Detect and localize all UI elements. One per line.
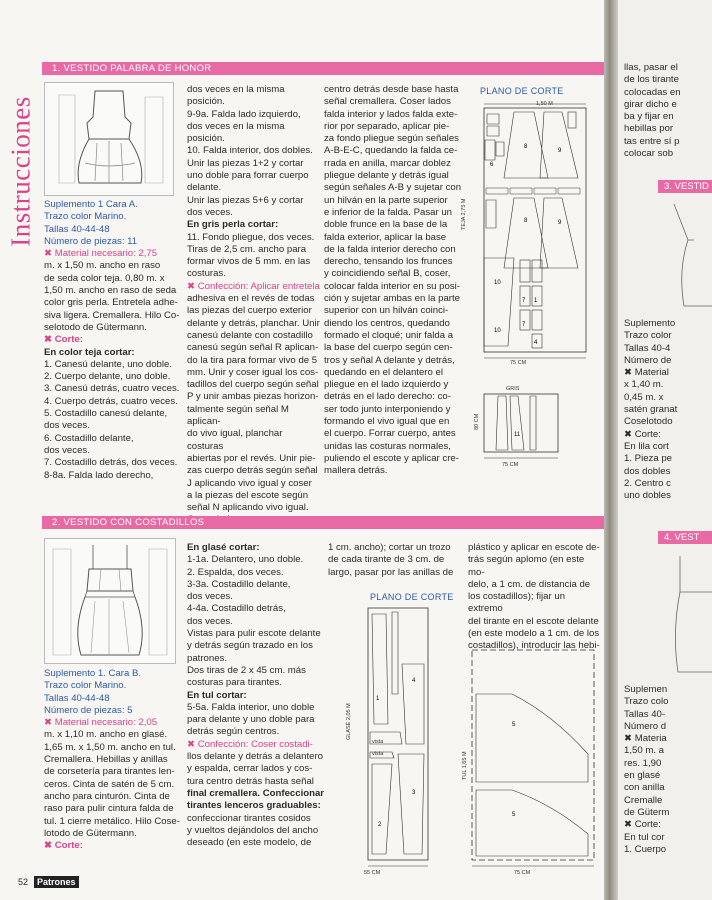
text-line: ción y sujetar ambas en la parte [324, 293, 460, 305]
text-line: 1 cm. ancho); cortar un trozo [328, 542, 451, 553]
text-line: ser todo junto interponiendo y [324, 403, 451, 415]
text-line: m. x 1,10 m. ancho en glasé. [44, 729, 168, 741]
plan1-width-label: 1,50 M [536, 101, 553, 107]
text-line: Tallas 40-4 [624, 342, 671, 354]
text-line: de los tirante [624, 74, 679, 86]
text-line: Cremallera. Hebillas y anillas [44, 754, 168, 766]
text-line: En color teja cortar: [44, 346, 135, 358]
text-line: raso para pulir cintura falda de [44, 803, 174, 815]
text-line: uno dobles [624, 490, 671, 502]
text-line: P y unir ambas piezas horizon- [187, 391, 319, 403]
vista-label-1: vista [372, 739, 384, 745]
dress2-sketch [44, 538, 176, 664]
glase-length-label: GLASÉ 2,05 M [346, 703, 352, 740]
text-line: unidas las costuras normales, [324, 440, 451, 452]
vista-label-2: vista [372, 751, 384, 757]
text-line: Coselotodo [624, 416, 673, 428]
plan1-piece-7: 7 [522, 298, 526, 304]
brand-logo: Patrones [34, 876, 79, 888]
text-line: de corsetería para tirantes len- [44, 766, 175, 778]
text-line: delante. [187, 182, 222, 194]
text-line: costuras. [187, 268, 226, 280]
right-mid-text [624, 318, 677, 502]
text-line: señal N aplicando vivo igual. [187, 502, 309, 514]
plan1-piece-10b: 10 [494, 328, 501, 334]
text-line: tul. 1 cierre metálico. Hilo Cose- [44, 815, 180, 827]
text-line: detrás según centros. [187, 726, 280, 738]
text-line: 1,50 m. ancho en raso de seda [44, 285, 177, 297]
text-line: ceros. Cinta de satén de 5 cm. [44, 778, 175, 790]
text-line: tadillos del cuerpo según señal [187, 379, 319, 391]
text-line: Número de [624, 354, 672, 366]
text-line: En lila cort [624, 440, 669, 452]
right-bottom-text [624, 684, 669, 856]
text-line: tas entre sí p [624, 135, 680, 147]
text-line: siva ligera. Cremallera. Hilo Co- [44, 309, 180, 321]
text-line: 8-8a. Falda lado derecho, [44, 469, 154, 481]
text-line: rrada en anilla, marcar doblez [324, 157, 451, 169]
text-line: En tul cor [624, 831, 665, 843]
text-line: la base del cuerpo según cen- [324, 342, 453, 354]
text-line: falda interior y lados falda exte- [324, 108, 458, 120]
plan2-piece-4: 4 [412, 678, 416, 684]
text-line: rior por separado, aplicar pie- [324, 120, 450, 132]
text-line: do vivo igual, planchar costuras [187, 428, 283, 452]
text-line: costuras para tirantes. [187, 677, 282, 689]
right-top-text [624, 62, 681, 160]
text-line: canesú según señal R aplican- [187, 342, 319, 354]
text-line: pliegue delante y detrás igual [324, 170, 449, 182]
text-line: 4. Cuerpo detrás, cuatro veces. [44, 395, 178, 407]
section1-col1 [44, 199, 184, 482]
text-line: dos dobles [624, 465, 671, 477]
text-line: deseado (en este modelo, de [187, 837, 312, 849]
text-line: za fondo pliegue según señales [324, 133, 459, 145]
text-line: Trazo colo [624, 696, 669, 708]
right-dress3-sketch [664, 200, 712, 310]
text-line: formando el vivo igual que en [324, 416, 450, 428]
text-line: derecho, tensando los frunces [324, 256, 453, 268]
text-line: canesú delante con costadillo [187, 329, 313, 341]
text-line: ba y fijar en [624, 111, 674, 123]
text-line: do la tira para formar vivo de 5 [187, 354, 318, 366]
side-title: Instrucciones [5, 96, 36, 247]
text-line: 1. Canesú delante, uno doble. [44, 358, 173, 370]
text-line: A-B-E-C, quedando la falda ce- [324, 145, 458, 157]
section1-col2 [187, 84, 321, 527]
text-line: 7. Costadillo detrás, dos veces. [44, 457, 178, 469]
text-line: según señales A-B y sujetar con [324, 182, 462, 194]
text-line: pliegue en el lado izquierdo y [324, 379, 449, 391]
plan1-piece-8b: 8 [524, 218, 528, 224]
text-line: Trazo color Marino. [44, 211, 127, 223]
text-line: detrás en el lado derecho: co- [324, 391, 451, 403]
text-line: de cada tirante de 3 cm. de [328, 554, 445, 566]
text-line: final cremallera. Confeccionar [187, 787, 325, 799]
plan1-bottom-label: 75 CM [510, 360, 527, 366]
text-line: Unir las piezas 1+2 y cortar [187, 157, 304, 169]
gris-bottom-label: 75 CM [502, 462, 519, 468]
text-line: 9-9a. Falda lado izquierdo, [187, 108, 301, 120]
text-line: 1-1a. Delantero, uno doble. [187, 554, 304, 566]
text-line: costadillos), introducir las hebi- [468, 640, 600, 652]
text-line: tura centro detrás hasta señal [187, 775, 314, 787]
page-number: 52 [18, 877, 29, 887]
right-section4-header: 4. VEST [658, 531, 712, 544]
text-line: Trazo color Marino. [44, 680, 127, 692]
right-section3-header: 3. VESTID [658, 180, 712, 193]
text-line: colocadas en [624, 86, 681, 98]
text-line: y espalda, cerrar lados y cos- [187, 763, 313, 775]
text-line: 1,50 m. a [624, 745, 664, 757]
text-line: 11. Fondo pliegue, dos veces. [187, 231, 315, 243]
text-line: centro detrás desde base hasta [324, 84, 459, 95]
text-line: un hilván en la parte superior [324, 194, 448, 206]
text-line: para delante y uno doble para [187, 714, 315, 726]
text-line: selotodo de Gütermann. [44, 321, 147, 333]
text-line: abiertas por el revés. Unir pie- [187, 452, 316, 464]
text-line: mallera detrás. [324, 465, 388, 477]
text-line: Tallas 40-44-48 [44, 223, 110, 235]
text-line: Suplemento 1 Cara A. [44, 199, 138, 210]
text-line: 2. Cuerpo delante, uno doble. [44, 371, 171, 383]
text-line: Número de piezas: 11 [44, 235, 138, 247]
text-line: 6. Costadillo delante, [44, 432, 134, 444]
text-line: llos delante y detrás a delantero [187, 751, 323, 763]
page-footer [18, 876, 79, 888]
text-line: ✖ Confección: Aplicar entretela [187, 280, 320, 292]
text-line: con anilla [624, 782, 665, 794]
text-line: adhesiva en el revés de todas [187, 293, 315, 305]
text-line: patrones. [187, 652, 228, 664]
text-line: 1. Pieza pe [624, 453, 673, 465]
plan1-length-label: TEJA 2,75 M [461, 198, 467, 230]
text-line: señal cremallera. Coser lados [324, 96, 451, 108]
text-line: dos veces. [187, 206, 233, 218]
text-line: ancho para cinturón. Cinta de [44, 790, 170, 802]
text-line: de Güterm [624, 806, 670, 818]
tul-length-label: TUL 1,65 M [462, 751, 468, 780]
text-line: ✖ Material necesario: 2,75 [44, 248, 158, 260]
text-line: ✖ Corte: [624, 819, 661, 831]
text-line: tros y señal A delante y detrás, [324, 354, 455, 366]
plan2-piece-5b: 5 [512, 812, 516, 818]
text-line: formado el cloqué; unir falda a [324, 329, 454, 341]
text-line: mm. Unir y coser igual los cos- [187, 366, 319, 378]
text-line: ✖ Corte: [624, 428, 661, 440]
text-line: talmente según señal M aplican- [187, 403, 289, 428]
text-line: 3-3a. Costadillo delante, [187, 578, 291, 590]
text-line: girar dicho e [624, 98, 677, 110]
text-line: ✖ Material necesario: 2,05 [44, 717, 158, 729]
text-line: Suplemento [624, 318, 676, 329]
text-line: m. x 1,50 m. ancho en raso [44, 260, 161, 272]
page-gutter [604, 0, 618, 900]
text-line: Cremalle [624, 794, 663, 806]
text-line: formar vivos de 5 mm. en las [187, 256, 311, 268]
text-line: superior con un hilván coinci- [324, 305, 449, 317]
text-line: 1. Cuerpo [624, 843, 667, 855]
plan1-title: PLANO DE CORTE [480, 86, 564, 96]
text-line: 1,65 m. x 1,50 m. ancho en tul. [44, 741, 176, 753]
text-line: Unir las piezas 5+6 y cortar [187, 194, 304, 206]
plan1-piece-11: 11 [514, 432, 521, 438]
text-line: ✖ Corte: [44, 334, 83, 346]
text-line: hebillas por [624, 123, 674, 135]
text-line: dos veces en la misma posición. [187, 120, 285, 145]
text-line: Trazo color [624, 330, 672, 342]
text-line: puliendo el escote y aplicar cre- [324, 452, 459, 464]
section2-header: 2. VESTIDO CON COSTADILLOS [42, 516, 604, 529]
text-line: falda exterior, aplicar la base [324, 231, 447, 243]
text-line: 3. Canesú detrás, cuatro veces. [44, 383, 180, 395]
text-line: 4-4a. Costadillo detrás, [187, 603, 286, 615]
text-line: colocar sob [624, 148, 674, 160]
text-line: satén granat [624, 404, 678, 416]
text-line: J aplicando vivo igual y coser [187, 477, 312, 489]
text-line: Dos tiras de 2 x 45 cm. más [187, 664, 306, 676]
text-line: (en este modelo a 1 cm. de los [468, 628, 600, 640]
text-line: ✖ Corte: [44, 840, 83, 852]
right-dress4-sketch [668, 552, 712, 676]
text-line: res. 1,90 [624, 757, 662, 769]
text-line: En glasé cortar: [187, 542, 260, 553]
text-line: Tiras de 2,5 cm. ancho para [187, 243, 307, 255]
plan1-piece-10: 10 [494, 280, 501, 286]
text-line: zas cuerpo detrás según señal [187, 465, 318, 477]
text-line: de seda color teja. 0,80 m. x [44, 272, 165, 284]
text-line: dos veces. [44, 420, 90, 432]
plan2-piece-5: 5 [512, 722, 516, 728]
section1-col3 [324, 84, 466, 478]
section2-col1 [44, 668, 184, 852]
text-line: en glasé [624, 770, 661, 782]
plan2-piece-3: 3 [412, 790, 416, 796]
text-line: confeccionar tirantes cosidos [187, 812, 311, 824]
text-line: Número de piezas: 5 [44, 704, 133, 716]
text-line: color gris perla. Entretela adhe- [44, 297, 178, 309]
gris-label: GRIS [506, 386, 520, 392]
text-line: e inferior de la falda. Pasar un [324, 206, 452, 218]
text-line: doble frunce en la base de la [324, 219, 448, 231]
text-line: Suplemento 1. Cara B. [44, 668, 142, 679]
gris-length-label: 80 CM [474, 413, 480, 430]
text-line: delo, a 1 cm. de distancia de [468, 578, 591, 590]
text-line: dos veces. [44, 444, 90, 456]
plan2-piece-1: 1 [376, 696, 380, 702]
text-line: dos veces en la misma posición. [187, 84, 285, 108]
text-line: x 1,40 m. [624, 379, 664, 391]
text-line: 5. Costadillo canesú delante, [44, 408, 168, 420]
text-line: Tallas 40- [624, 708, 666, 720]
text-line: Vistas para pulir escote delante [187, 628, 321, 640]
text-line: ✖ Materia [624, 733, 667, 745]
text-line: del tirante en el escote delante [468, 615, 599, 627]
text-line: colocar falda interior en su posi- [324, 280, 460, 292]
text-line: y vueltos dejándolos del ancho [187, 824, 319, 836]
text-line: y detrás según trazado en los [187, 640, 313, 652]
right-page [618, 0, 712, 900]
tul-bottom-label: 75 CM [514, 870, 531, 876]
text-line: dos veces. [187, 591, 233, 603]
plan1-piece-6: 6 [490, 162, 494, 168]
text-line: el cuerpo. Forrar cuerpo, antes [324, 428, 456, 440]
text-line: dos veces. [187, 615, 233, 627]
text-line: y coincidiendo señal B, coser, [324, 268, 451, 280]
text-line: trás según aplomo (en este mo- [468, 554, 585, 578]
text-line: 10. Falda interior, dos dobles. [187, 145, 313, 157]
text-line: En gris perla cortar: [187, 219, 279, 231]
section2-col2 [187, 542, 325, 849]
text-line: En tul cortar: [187, 689, 247, 701]
plan1-piece-9: 9 [558, 148, 562, 154]
text-line: Número d [624, 720, 667, 732]
plan1-piece-4: 4 [534, 340, 538, 346]
glase-bottom-label: 55 CM [364, 870, 381, 876]
plan2-piece-2: 2 [378, 822, 382, 828]
plan1-piece-8: 8 [524, 144, 528, 150]
text-line: llas, pasar el [624, 62, 678, 73]
text-line: largo, pasar por las anillas de [328, 566, 454, 578]
text-line: plástico y aplicar en escote de- [468, 542, 600, 553]
plan1-piece-7b: 7 [522, 322, 526, 328]
text-line: 0,45 m. x [624, 391, 664, 403]
text-line: lotodo de Gütermann. [44, 827, 137, 839]
text-line: 5-5a. Falda interior, uno doble [187, 701, 315, 713]
plan1-piece-1: 1 [534, 298, 538, 304]
text-line: a la piezas del escote según [187, 489, 309, 501]
text-line: 2. Centro c [624, 477, 671, 489]
section2-col3 [328, 542, 462, 579]
text-line: los costadillos); fijar un extremo [468, 591, 566, 615]
plan2-diagram [352, 604, 602, 870]
text-line: las piezas del cuerpo exterior [187, 305, 312, 317]
text-line: tirantes lenceros graduables: [187, 800, 321, 812]
text-line: ✖ Material [624, 367, 669, 379]
plan2-title: PLANO DE CORTE [370, 592, 454, 602]
text-line: delante y detrás, planchar. Unir [187, 317, 320, 329]
section1-header: 1. VESTIDO PALABRA DE HONOR [42, 62, 604, 75]
text-line: 2. Espalda, dos veces. [187, 566, 284, 578]
text-line: Tallas 40-44-48 [44, 692, 110, 704]
text-line: uno doble para forrar cuerpo [187, 170, 309, 182]
text-line: Suplemen [624, 684, 668, 695]
text-line: de la falda interior derecho con [324, 243, 456, 255]
plan1-piece-9b: 9 [558, 220, 562, 226]
text-line: diendo los centros, quedando [324, 317, 450, 329]
plan1-diagram [470, 96, 594, 472]
dress1-sketch [44, 82, 174, 196]
text-line: quedando en el delantero el [324, 366, 443, 378]
text-line: ✖ Confección: Coser costadi- [187, 738, 313, 750]
